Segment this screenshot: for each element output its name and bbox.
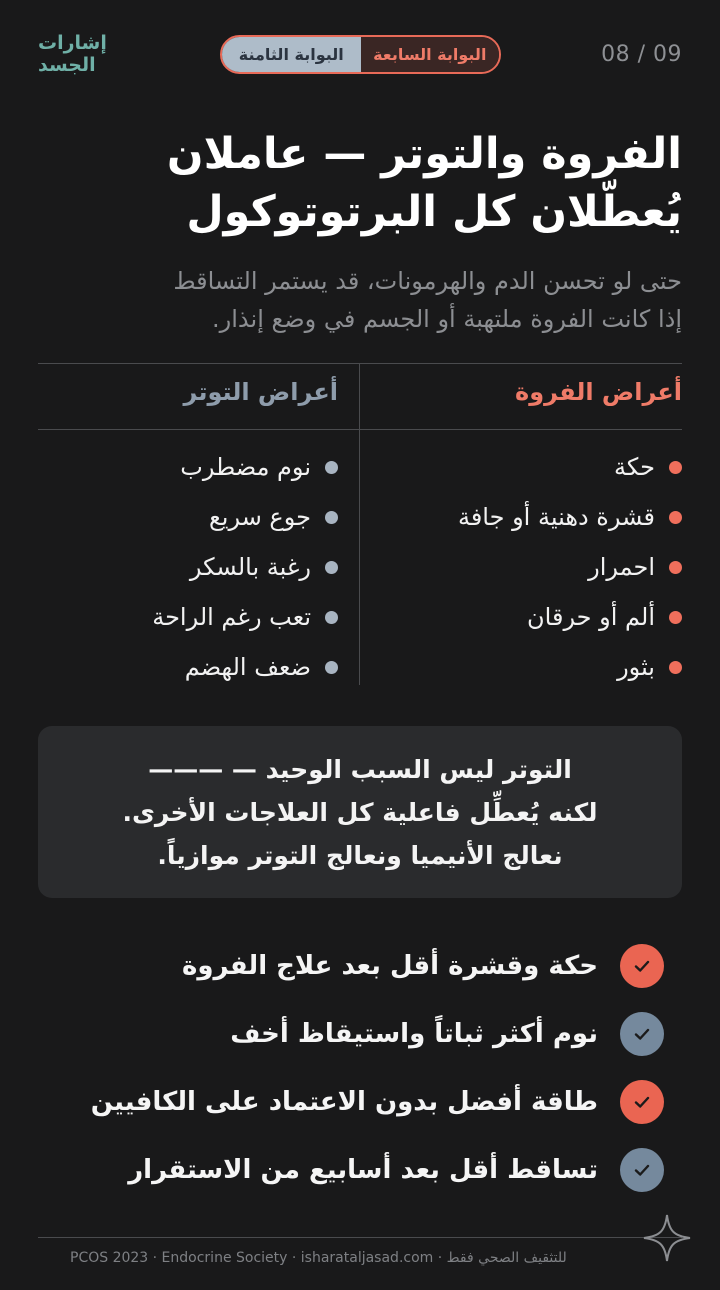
scalp-symptoms-list xyxy=(382,442,682,692)
symptom-label: رغبة بالسكر xyxy=(189,553,311,581)
note-line-2: لكنه يُعطِّل فاعلية كل العلاجات الأخرى. xyxy=(122,797,598,827)
list-item xyxy=(58,642,338,692)
subtitle xyxy=(37,262,682,338)
stress-note-box xyxy=(38,726,682,898)
list-item xyxy=(58,592,338,642)
bullet-dot-icon xyxy=(669,561,682,574)
list-item xyxy=(382,442,682,492)
stress-symptoms-heading: أعراض التوتر xyxy=(183,378,338,406)
bullet-dot-icon xyxy=(669,511,682,524)
list-item xyxy=(58,492,338,542)
gate-seventh-tab[interactable]: البوابة السابعة xyxy=(361,37,500,72)
result-label: نوم أكثر ثباتاً واستيقاظ أخف xyxy=(230,1019,598,1049)
subtitle-line-2: إذا كانت الفروة ملتهبة أو الجسم في وضع إنذار. xyxy=(212,305,682,333)
bullet-dot-icon xyxy=(325,461,338,474)
bullet-dot-icon xyxy=(669,461,682,474)
result-label: تساقط أقل بعد أسابيع من الاستقرار xyxy=(128,1155,598,1185)
list-item xyxy=(382,592,682,642)
list-item xyxy=(382,492,682,542)
symptom-label: حكة xyxy=(614,453,655,481)
symptom-label: تعب رغم الراحة xyxy=(152,603,311,631)
expected-results-list xyxy=(44,932,664,1204)
check-icon xyxy=(620,1080,664,1124)
symptom-label: بثور xyxy=(617,653,655,681)
symptom-label: ضعف الهضم xyxy=(184,653,311,681)
note-line-1: التوتر ليس السبب الوحيد — ——— xyxy=(148,754,572,784)
bullet-dot-icon xyxy=(669,661,682,674)
result-item xyxy=(44,1136,664,1204)
bullet-dot-icon xyxy=(325,661,338,674)
check-icon xyxy=(620,1012,664,1056)
result-label: طاقة أفضل بدون الاعتماد على الكافيين xyxy=(90,1087,598,1117)
table-column-divider xyxy=(359,364,360,685)
symptom-label: جوع سريع xyxy=(209,503,311,531)
note-line-3: نعالج الأنيميا ونعالج التوتر موازياً. xyxy=(157,840,563,870)
sparkle-icon xyxy=(642,1213,692,1263)
bullet-dot-icon xyxy=(325,611,338,624)
title-line-2: يُعطّلان كل البرتوتوكول xyxy=(186,187,682,237)
list-item xyxy=(382,642,682,692)
list-item xyxy=(58,542,338,592)
result-item xyxy=(44,1000,664,1068)
page-indicator: 08 / 09 xyxy=(601,42,682,67)
symptom-label: قشرة دهنية أو جافة xyxy=(457,503,655,531)
gate-switcher xyxy=(220,35,501,74)
list-item xyxy=(382,542,682,592)
brand-line-2: الجسد xyxy=(38,54,96,76)
brand-line-1: إشارات xyxy=(38,32,107,54)
stress-symptoms-list xyxy=(58,442,338,692)
bullet-dot-icon xyxy=(325,511,338,524)
subtitle-line-1: حتى لو تحسن الدم والهرمونات، قد يستمر التساقط xyxy=(173,267,682,295)
check-icon xyxy=(620,1148,664,1192)
bullet-dot-icon xyxy=(325,561,338,574)
result-item xyxy=(44,932,664,1000)
table-header-divider xyxy=(38,429,682,430)
symptom-label: نوم مضطرب xyxy=(180,453,311,481)
result-item xyxy=(44,1068,664,1136)
table-top-divider xyxy=(38,363,682,364)
symptom-label: ألم أو حرقان xyxy=(527,603,655,631)
scalp-symptoms-heading: أعراض الفروة xyxy=(515,378,682,406)
page-title xyxy=(82,125,682,241)
symptom-label: احمرار xyxy=(588,553,655,581)
check-icon xyxy=(620,944,664,988)
footer-divider xyxy=(38,1237,682,1238)
list-item xyxy=(58,442,338,492)
brand-logo xyxy=(38,32,118,76)
footer-sources: PCOS 2023 · Endocrine Society · isharataljasad.com · للتثقيف الصحي فقط xyxy=(70,1250,567,1266)
result-label: حكة وقشرة أقل بعد علاج الفروة xyxy=(182,951,598,981)
title-line-1: الفروة والتوتر — عاملان xyxy=(166,129,682,179)
bullet-dot-icon xyxy=(669,611,682,624)
gate-eighth-tab[interactable]: البوابة الثامنة xyxy=(222,37,361,72)
